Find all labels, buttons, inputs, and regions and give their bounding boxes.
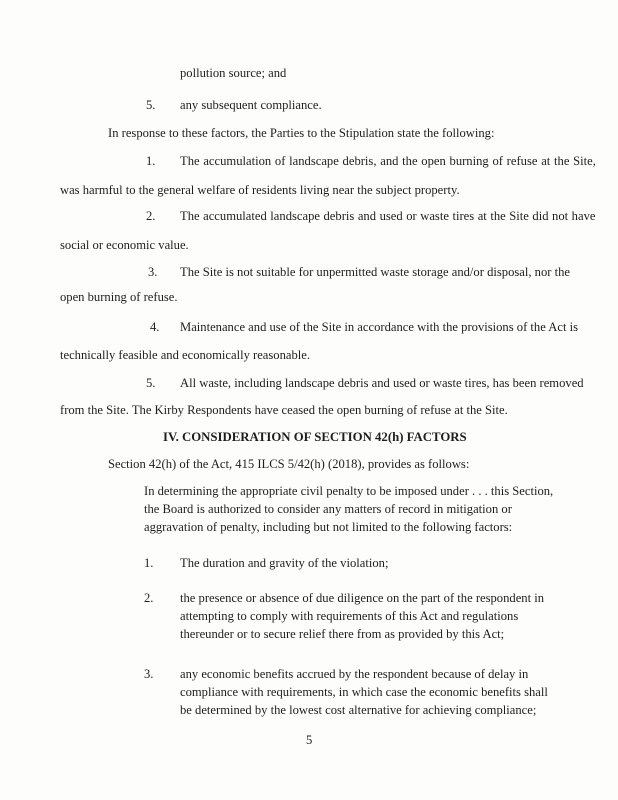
paragraph-line: In response to these factors, the Parties to the Stipulation state the following: bbox=[108, 126, 495, 140]
quote-line: aggravation of penalty, including but not limited to the following factors: bbox=[144, 520, 513, 534]
page-number: 5 bbox=[306, 733, 313, 747]
paragraph-line: Section 42(h) of the Act, 415 ILCS 5/42(h) (2018), provides as follows: bbox=[108, 457, 470, 471]
quote-line: be determined by the lowest cost alternative for achieving compliance; bbox=[180, 703, 537, 717]
paragraph-line: pollution source; and bbox=[180, 66, 287, 80]
paragraph-line: The accumulated landscape debris and used or waste tires at the Site did not have bbox=[180, 209, 596, 223]
list-number: 3. bbox=[144, 667, 154, 681]
paragraph-line: The Site is not suitable for unpermitted waste storage and/or disposal, nor the bbox=[180, 265, 570, 279]
section-heading: IV. CONSIDERATION OF SECTION 42(h) FACTORS bbox=[163, 430, 467, 444]
quote-line: compliance with requirements, in which case the economic benefits shall bbox=[180, 685, 548, 699]
list-number: 5. bbox=[146, 376, 156, 390]
list-number: 2. bbox=[146, 209, 156, 223]
paragraph-line: social or economic value. bbox=[60, 238, 189, 252]
paragraph-line: All waste, including landscape debris and used or waste tires, has been removed bbox=[180, 376, 584, 390]
list-number: 3. bbox=[148, 265, 158, 279]
list-number: 1. bbox=[144, 556, 154, 570]
paragraph-line: was harmful to the general welfare of residents living near the subject property. bbox=[60, 183, 460, 197]
quote-line: the presence or absence of due diligence on the part of the respondent in bbox=[180, 591, 545, 605]
paragraph-line: The accumulation of landscape debris, and the open burning of refuse at the Site, bbox=[180, 154, 596, 168]
quote-line: attempting to comply with requirements of this Act and regulations bbox=[180, 609, 519, 623]
list-number: 1. bbox=[146, 154, 156, 168]
quote-line: thereunder or to secure relief there from as provided by this Act; bbox=[180, 627, 505, 641]
paragraph-line: Maintenance and use of the Site in accordance with the provisions of the Act is bbox=[180, 320, 578, 334]
quote-line: any economic benefits accrued by the respondent because of delay in bbox=[180, 667, 529, 681]
paragraph-line: any subsequent compliance. bbox=[180, 98, 322, 112]
paragraph-line: open burning of refuse. bbox=[60, 290, 178, 304]
list-number: 2. bbox=[144, 591, 154, 605]
list-number: 5. bbox=[146, 98, 156, 112]
paragraph-line: technically feasible and economically reasonable. bbox=[60, 348, 311, 362]
quote-line: The duration and gravity of the violation; bbox=[180, 556, 389, 570]
paragraph-line: from the Site. The Kirby Respondents have ceased the open burning of refuse at the Site. bbox=[60, 403, 508, 417]
quote-line: the Board is authorized to consider any matters of record in mitigation or bbox=[144, 502, 512, 516]
quote-line: In determining the appropriate civil penalty to be imposed under . . . this Section, bbox=[144, 484, 554, 498]
list-number: 4. bbox=[150, 320, 160, 334]
